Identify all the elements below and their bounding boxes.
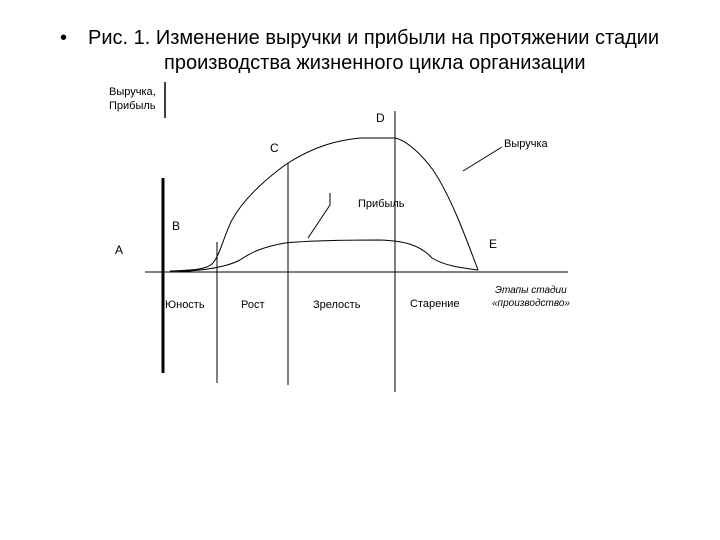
stage-label-aging: Старение xyxy=(410,298,460,310)
x-axis-label-line-1: Этапы стадии xyxy=(495,285,567,296)
point-e-label: E xyxy=(489,237,498,251)
revenue-pointer xyxy=(463,147,502,171)
stage-label-growth: Рост xyxy=(241,299,265,311)
bullet: • xyxy=(60,27,68,49)
profit-curve xyxy=(170,240,478,272)
y-axis-label-line-1: Выручка, xyxy=(109,86,156,98)
point-c-label: C xyxy=(270,141,279,155)
y-axis-label-line-2: Прибыль xyxy=(109,100,156,112)
revenue-curve xyxy=(170,138,478,271)
profit-label: Прибыль xyxy=(358,198,405,210)
profit-pointer xyxy=(308,205,330,238)
point-b-label: B xyxy=(172,219,181,233)
point-d-label: D xyxy=(376,111,385,125)
point-a-label: A xyxy=(115,243,124,257)
x-axis-label-line-2: «производство» xyxy=(492,298,570,309)
stage-label-maturity: Зрелость xyxy=(313,299,361,311)
title-line-2: производства жизненного цикла организации xyxy=(164,52,586,74)
stage-label-youth: Юность xyxy=(165,299,205,311)
revenue-label: Выручка xyxy=(504,138,548,150)
title-line-1: Рис. 1. Изменение выручки и прибыли на протяжении стадии xyxy=(88,27,660,49)
